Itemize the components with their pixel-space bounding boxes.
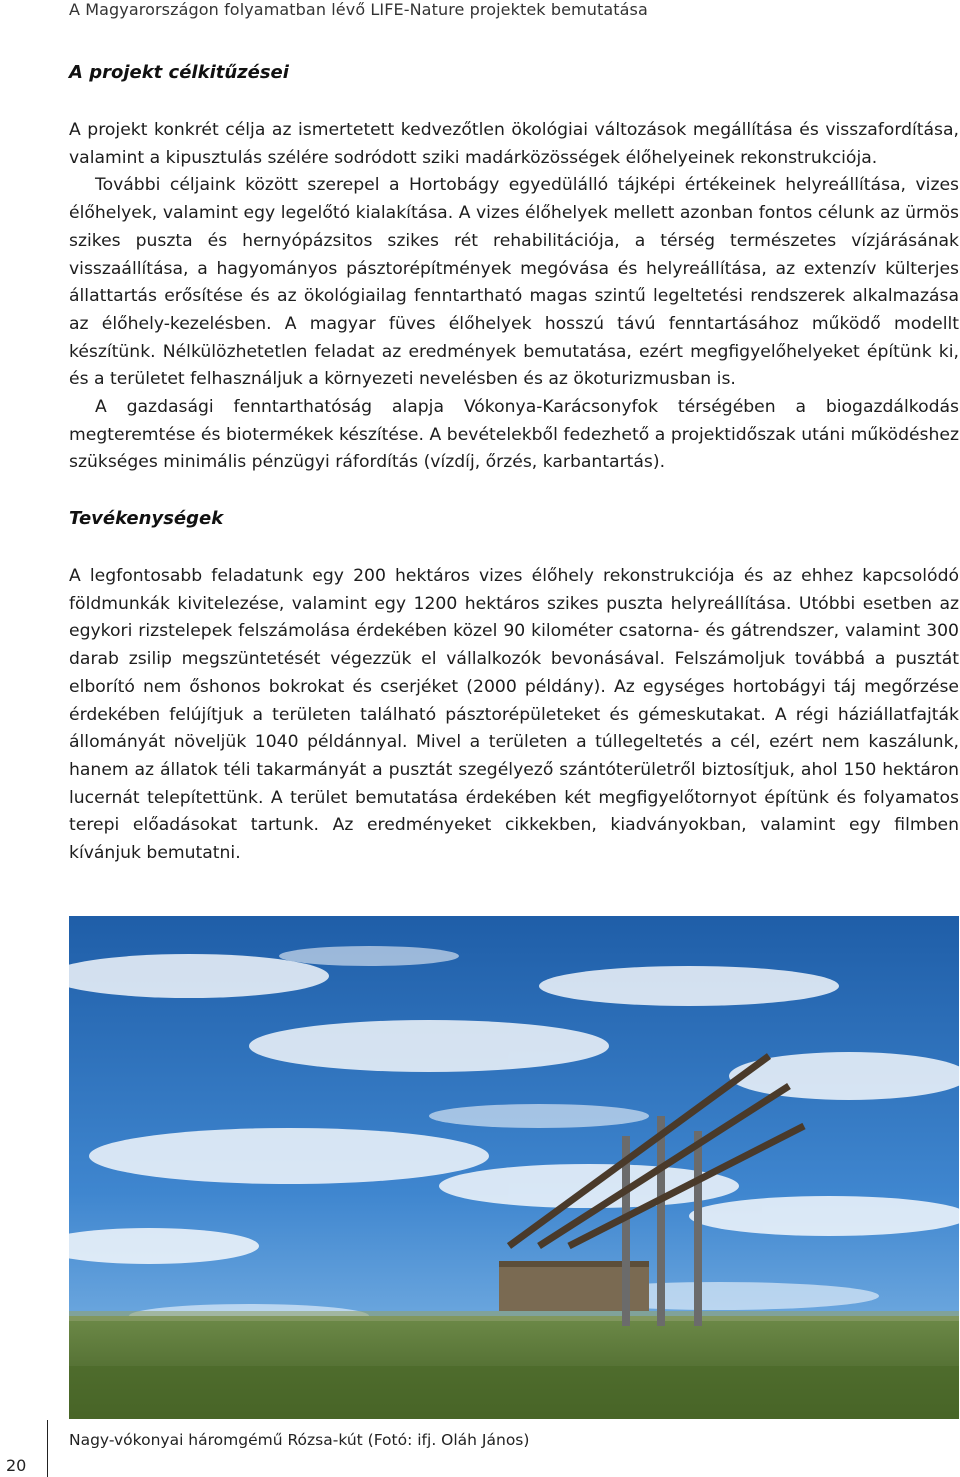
well-photo	[69, 916, 959, 1419]
photo-caption: Nagy-vókonyai háromgémű Rózsa-kút (Fotó: ifj. Oláh János)	[69, 1431, 530, 1449]
activities-paragraph-1: A legfontosabb feladatunk egy 200 hektáros vizes élőhely rekonstrukciója és az ehhez kapcsolódó földmunkák kivitelezése, valamint egy 1200 hektáros szikes puszta helyreállítása. Utóbbi esetben az egykori rizstelepek felszámolása érdekében közel 90 kilométer csatorna- és gátrendszer, valamint 300 darab zsilip megszüntetését végezzük el vállalkozók bevonásával. Felszámoljuk továbbá a pusztát elborító nem őshonos bokrokat és cserjéket (2000 példány). Az egységes hortobágyi táj megőrzése érdekében felújítjuk a területen található pásztorépületeket és gémeskutakat. A régi háziállatfajták állományát növeljük 1040 példánnyal. Mivel a területen a túllegeltetés a cél, ezért nem kaszálunk, hanem az állatok téli takarmányát a pusztát szegélyező szántóterületről biztosítjuk, ahol 150 hektáron lucernát telepítettünk. A terület bemutatása érdekében két megfigyelőtornyot építünk és folyamatos terepi előadásokat tartunk. Az eredményeket cikkekben, kiadványokban, valamint egy filmben kívánjuk bemutatni.	[69, 566, 959, 864]
goals-paragraph-2: További céljaink között szerepel a Hortobágy egyedülálló tájképi értékeinek helyreállítása, vizes élőhelyek, valamint egy legelőtó kialakítása. A vizes élőhelyek mellett azonban fontos célunk az ürmös szikes puszta és hernyópázsitos szikes rét rehabilitációja, a térség természetes vízjárásának visszaállítása, a hagyományos pásztorépítmények megóvása és helyreállítása, az extenzív külterjes állattartás erősítése és az ökológiailag fenntartható magas szintű legeltetési rendszerek alkalmazása az élőhely-kezelésben. A magyar füves élőhelyek hosszú távú fenntartásához működő modellt készítünk. Nélkülözhetetlen feladat az eredmények bemutatása, ezért megfigyelőhelyeket építünk ki, és a területet felhasználjuk a környezeti nevelésben és az ökoturizmusban is.	[69, 175, 959, 390]
activities-text	[69, 563, 959, 868]
goals-text	[69, 117, 959, 477]
section-heading-goals: A projekt célkitűzései	[69, 62, 289, 83]
page-divider	[47, 1420, 48, 1477]
well-photo-illustration	[69, 916, 959, 1419]
section-heading-activities: Tevékenységek	[69, 508, 224, 529]
page-number: 20	[6, 1456, 27, 1475]
goals-paragraph-1: A projekt konkrét célja az ismertetett kedvezőtlen ökológiai változások megállítása és visszafordítása, valamint a kipusztulás szélére sodródott sziki madárközösségek élőhelyeinek rekonstrukciója.	[69, 120, 959, 168]
goals-paragraph-3: A gazdasági fenntarthatóság alapja Vókonya-Karácsonyfok térségében a biogazdálkodás megteremtése és biotermékek készítése. A bevételekből fedezhető a projektidőszak utáni működéshez szükséges minimális pénzügyi ráfordítás (vízdíj, őrzés, karbantartás).	[69, 397, 959, 473]
running-header: A Magyarországon folyamatban lévő LIFE-Nature projektek bemutatása	[69, 0, 648, 19]
